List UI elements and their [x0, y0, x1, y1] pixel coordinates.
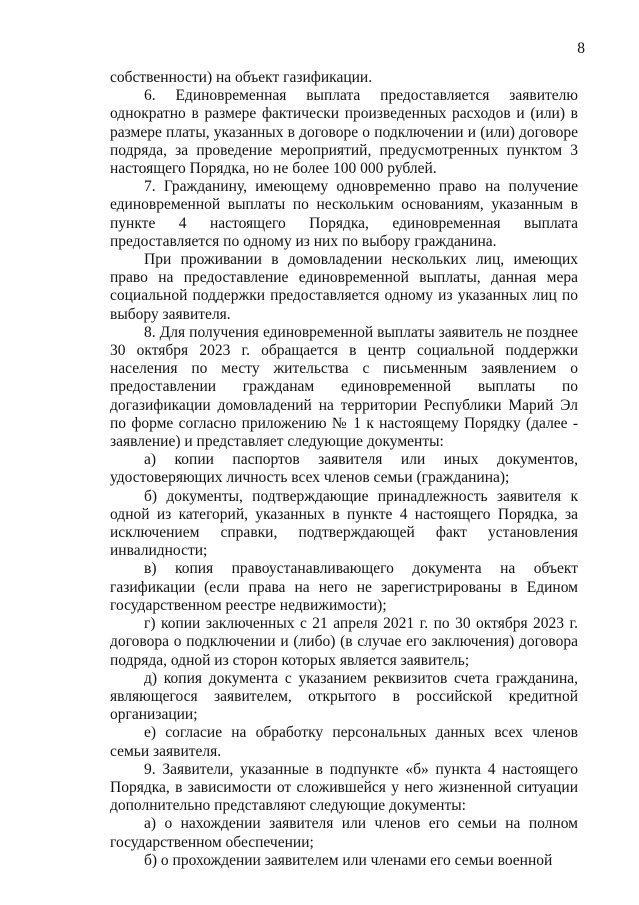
- subitem-8-e: е) согласие на обработку персональных данных всех членов семьи заявителя.: [110, 724, 578, 760]
- paragraph-continuation: собственности) на объект газификации.: [110, 69, 373, 86]
- subitem-8-a: а) копии паспортов заявителя или иных документов, удостоверяющих личность всех членов семьи (гражданина);: [110, 451, 578, 487]
- paragraph-item-9: 9. Заявители, указанные в подпункте «б» пункта 4 настоящего Порядка, в зависимости от сложившейся у него жизненной ситуации дополнительно представляют следующие документы:: [110, 760, 578, 815]
- subitem-8-v: в) копия правоустанавливающего документа на объект газификации (если права на него не зарегистрированы в Едином государственном реестре недвижимости);: [110, 560, 578, 614]
- subitem-8-b: б) документы, подтверждающие принадлежность заявителя к одной из категорий, указанных в пункте 4 настоящего Порядка, за исключением справки, подтверждающей факт установления инвалидности;: [110, 487, 578, 560]
- subitem-9-b: б) о прохождении заявителем или членами его семьи военной: [144, 851, 553, 869]
- paragraph-item-6: 6. Единовременная выплата предоставляется заявителю однократно в размере фактически произведенных расходов и (или) в размере платы, указанных в договоре о подключении и (или) договоре подряда, за проведение мероприятий, предусмотренных пунктом 3 настоящего Порядка, но не более 100 000 рублей.: [110, 87, 578, 178]
- subitem-8-d: д) копия документа с указанием реквизитов счета гражданина, являющегося заявителем, открытого в российской кредитной организации;: [110, 669, 578, 724]
- subitem-9-a: а) о нахождении заявителя или членов его семьи на полном государственном обеспечении;: [110, 815, 578, 851]
- page-number: 8: [577, 40, 585, 57]
- paragraph-item-7: 7. Гражданину, имеющему одновременно право на получение единовременной выплаты по нескольким основаниям, указанным в пункте 4 настоящего Порядка, единовременная выплата предоставляется по одному из них по выбору гражданина.: [110, 178, 578, 250]
- subitem-8-g: г) копии заключенных с 21 апреля 2021 г. по 30 октября 2023 г. договора о подключении и (либо) (в случае его заключения) договора подряда, одной из сторон которых является заявитель;: [110, 615, 578, 669]
- paragraph-item-7-household: При проживании в домовладении нескольких лиц, имеющих право на предоставление единовременной выплаты, данная мера социальной поддержки предоставляется одному из указанных лиц по выбору заявителя.: [110, 251, 578, 323]
- paragraph-item-8: 8. Для получения единовременной выплаты заявитель не позднее 30 октября 2023 г. обращается в центр социальной поддержки населения по месту жительства с письменным заявлением о предоставлении гражданам единовременной выплаты по догазификации домовладений на территории Республики Марий Эл по форме согласно приложению № 1 к настоящему Порядку (далее - заявление) и представляет следующие документы:: [110, 323, 578, 451]
- document-body: [110, 69, 578, 870]
